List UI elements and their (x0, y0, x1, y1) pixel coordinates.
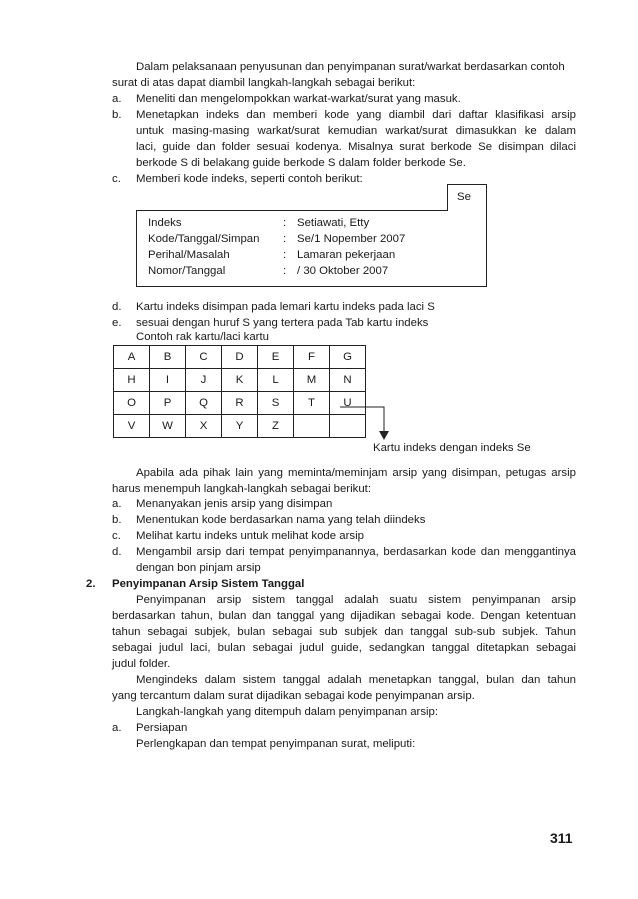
page-number: 311 (550, 830, 573, 846)
rack-cell-h: H (114, 369, 150, 392)
step-b-line-1: Menetapkan indeks dan memberi kode yang diambil dari daftar klasifikasi arsip (136, 109, 576, 121)
rack-cell-a: A (114, 346, 150, 369)
card-value-perihal: Lamaran pekerjaan (297, 249, 396, 261)
section-title: Penyimpanan Arsip Sistem Tanggal (112, 578, 305, 590)
borrow-d-line-1: Mengambil arsip dari tempat penyimpanannya, berdasarkan kode dan menggantinya (136, 546, 576, 558)
step-d-label: d. (112, 301, 122, 313)
card-value-kode: Se/1 Nopember 2007 (297, 233, 406, 245)
step-a-label: a. (112, 93, 122, 105)
s2-item-a-text: Perlengkapan dan tempat penyimpanan surat, meliputi: (136, 738, 416, 750)
rack-cell-i: I (150, 369, 186, 392)
rack-cell-y: Y (222, 415, 258, 438)
rack-cell-t: T (294, 392, 330, 415)
s2-item-a-label: a. (112, 722, 122, 734)
card-key-kode: Kode/Tanggal/Simpan (148, 233, 260, 245)
s2-para1-line-4: sebagai judul laci, bulan sebagai judul guide, sedangkan tanggal ditetapkan sebagai (112, 642, 576, 654)
rack-cell-e: E (258, 346, 294, 369)
step-c-text: Memberi kode indeks, seperti contoh berikut: (136, 173, 363, 185)
s2-item-a-title: Persiapan (136, 722, 188, 734)
card-sep: : (283, 233, 287, 245)
rack-annotation: Kartu indeks dengan indeks Se (373, 442, 531, 454)
rack-cell-j: J (186, 369, 222, 392)
rack-cell-v: V (114, 415, 150, 438)
s2-para1-line-5: judul folder. (112, 658, 171, 670)
s2-para1-line-1: Penyimpanan arsip sistem tanggal adalah suatu sistem penyimpanan arsip (136, 594, 576, 606)
rack-cell-x: X (186, 415, 222, 438)
rack-cell-k: K (222, 369, 258, 392)
borrow-b-text: Menentukan kode berdasarkan nama yang telah diindeks (136, 514, 426, 526)
card-tab-label: Se (457, 191, 471, 203)
rack-cell-g: G (330, 346, 366, 369)
borrow-intro-line-1: Apabila ada pihak lain yang meminta/meminjam arsip yang disimpan, petugas arsip (136, 467, 576, 479)
borrow-a-text: Menanyakan jenis arsip yang disimpan (136, 498, 333, 510)
step-b-line-3: laci, guide dan folder sesuai kodenya. Misalnya surat berkode Se disimpan dilaci (136, 141, 576, 153)
s2-para2-line-1: Mengindeks dalam sistem tanggal adalah menetapkan tanggal, bulan dan tahun (136, 674, 576, 686)
borrow-d-label: d. (112, 546, 122, 558)
borrow-d-line-2: dengan bon pinjam arsip (136, 562, 261, 574)
rack-cell-r: R (222, 392, 258, 415)
rack-caption: Contoh rak kartu/laci kartu (136, 331, 269, 343)
borrow-a-label: a. (112, 498, 122, 510)
step-e-label: e. (112, 317, 122, 329)
rack-cell-l: L (258, 369, 294, 392)
rack-cell-m: M (294, 369, 330, 392)
card-value-indeks: Setiawati, Etty (297, 217, 370, 229)
card-sep: : (283, 265, 287, 277)
step-b-line-4: berkode S di belakang guide berkode S dalam folder berkode Se. (136, 157, 466, 169)
rack-cell-c: C (186, 346, 222, 369)
card-sep: : (283, 217, 287, 229)
step-e-text: sesuai dengan huruf S yang tertera pada Tab kartu indeks (136, 317, 429, 329)
borrow-c-text: Melihat kartu indeks untuk melihat kode arsip (136, 530, 364, 542)
rack-cell-b: B (150, 346, 186, 369)
intro-line-2: surat di atas dapat diambil langkah-langkah sebagai berikut: (112, 77, 416, 89)
card-key-nomor: Nomor/Tanggal (148, 265, 226, 277)
s2-para1-line-2: berdasarkan tahun, bulan dan tanggal yang dijadikan sebagai kode. Dengan ketentuan (112, 610, 576, 622)
card-key-perihal: Perihal/Masalah (148, 249, 230, 261)
card-sep: : (283, 249, 287, 261)
rack-cell-s: S (258, 392, 294, 415)
intro-line-1: Dalam pelaksanaan penyusunan dan penyimpanan surat/warkat berdasarkan contoh (136, 61, 565, 73)
borrow-intro-line-2: harus menempuh langkah-langkah sebagai berikut: (112, 483, 371, 495)
s2-para3: Langkah-langkah yang ditempuh dalam penyimpanan arsip: (136, 706, 439, 718)
step-d-text: Kartu indeks disimpan pada lemari kartu indeks pada laci S (136, 301, 435, 313)
rack-cell-u: U (330, 392, 366, 415)
s2-para2-line-2: yang tercantum dalam surat dijadikan sebagai kode penyimpanan arsip. (112, 690, 475, 702)
borrow-b-label: b. (112, 514, 122, 526)
step-b-line-2: untuk masing-masing warkat/surat kemudian warkat/surat dimasukkan ke dalam (136, 125, 576, 137)
rack-cell-f: F (294, 346, 330, 369)
rack-cell-w: W (150, 415, 186, 438)
rack-cell-q: Q (186, 392, 222, 415)
rack-cell-d: D (222, 346, 258, 369)
step-b-label: b. (112, 109, 122, 121)
borrow-c-label: c. (112, 530, 121, 542)
card-value-nomor: / 30 Oktober 2007 (297, 265, 389, 277)
rack-cell-z: Z (258, 415, 294, 438)
section-number: 2. (86, 578, 96, 590)
step-c-label: c. (112, 173, 121, 185)
rack-cell-o: O (114, 392, 150, 415)
step-a-text: Meneliti dan mengelompokkan warkat-warkat/surat yang masuk. (136, 93, 461, 105)
rack-cell-n: N (330, 369, 366, 392)
rack-cell-p: P (150, 392, 186, 415)
s2-para1-line-3: tahun sebagai subjek, bulan sebagai sub subjek dan tanggal sub-sub subjek. Tahun (112, 626, 576, 638)
card-key-indeks: Indeks (148, 217, 182, 229)
